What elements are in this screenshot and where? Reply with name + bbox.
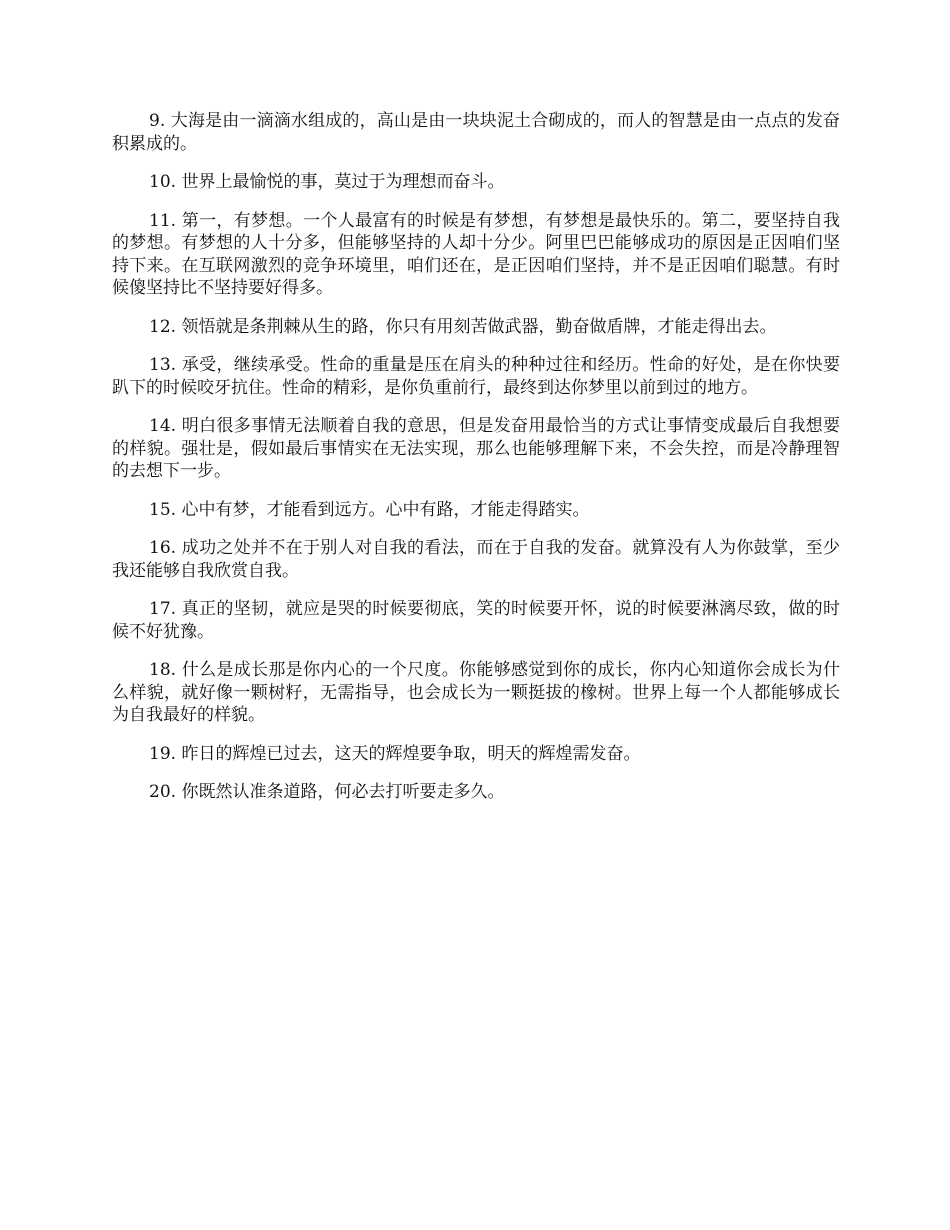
paragraph-20: 20. 你既然认准条道路，何必去打听要走多久。 (149, 782, 505, 802)
paragraph-14: 14. 明白很多事情无法顺着自我的意思，但是发奋用最恰当的方式让事情变成最后自我想要的样貌。强壮是，假如最后事情实在无法实现，那么也能够理解下来，不会失控，而是冷静理智的去想下一步。 (112, 416, 840, 481)
paragraph-12: 12. 领悟就是条荆棘从生的路，你只有用刻苦做武器，勤奋做盾牌，才能走得出去。 (149, 316, 777, 337)
paragraph-15: 15. 心中有梦，才能看到远方。心中有路，才能走得踏实。 (149, 499, 590, 520)
paragraph-13: 13. 承受，继续承受。性命的重量是压在肩头的种种过往和经历。性命的好处，是在你快要趴下的时候咬牙抗住。性命的精彩，是你负重前行，最终到达你梦里以前到过的地方。 (112, 355, 840, 398)
document-body (112, 110, 840, 820)
paragraph-17: 17. 真正的坚韧，就应是哭的时候要彻底，笑的时候要开怀，说的时候要淋漓尽致，做的时候不好犹豫。 (112, 599, 840, 642)
paragraph-19: 19. 昨日的辉煌已过去，这天的辉煌要争取，明天的辉煌需发奋。 (149, 743, 641, 764)
paragraph-11: 11. 第一，有梦想。一个人最富有的时候是有梦想，有梦想是最快乐的。第二，要坚持自我的梦想。有梦想的人十分多，但能够坚持的人却十分少。阿里巴巴能够成功的原因是正因咱们坚持下来。在互联网激烈的竞争环境里，咱们还在，是正因咱们坚持，并不是正因咱们聪慧。有时候傻坚持比不坚持要好得多。 (112, 210, 840, 298)
paragraph-16: 16. 成功之处并不在于别人对自我的看法，而在于自我的发奋。就算没有人为你鼓掌，至少我还能够自我欣赏自我。 (112, 538, 840, 581)
paragraph-18: 18. 什么是成长那是你内心的一个尺度。你能够感觉到你的成长，你内心知道你会成长为什么样貌，就好像一颗树籽，无需指导，也会成长为一颗挺拔的橡树。世界上每一个人都能够成长为自我最好的样貌。 (112, 660, 840, 725)
paragraph-10: 10. 世界上最愉悦的事，莫过于为理想而奋斗。 (149, 172, 505, 192)
paragraph-9: 9. 大海是由一滴滴水组成的，高山是由一块块泥土合砌成的，而人的智慧是由一点点的发奋积累成的。 (112, 111, 840, 154)
